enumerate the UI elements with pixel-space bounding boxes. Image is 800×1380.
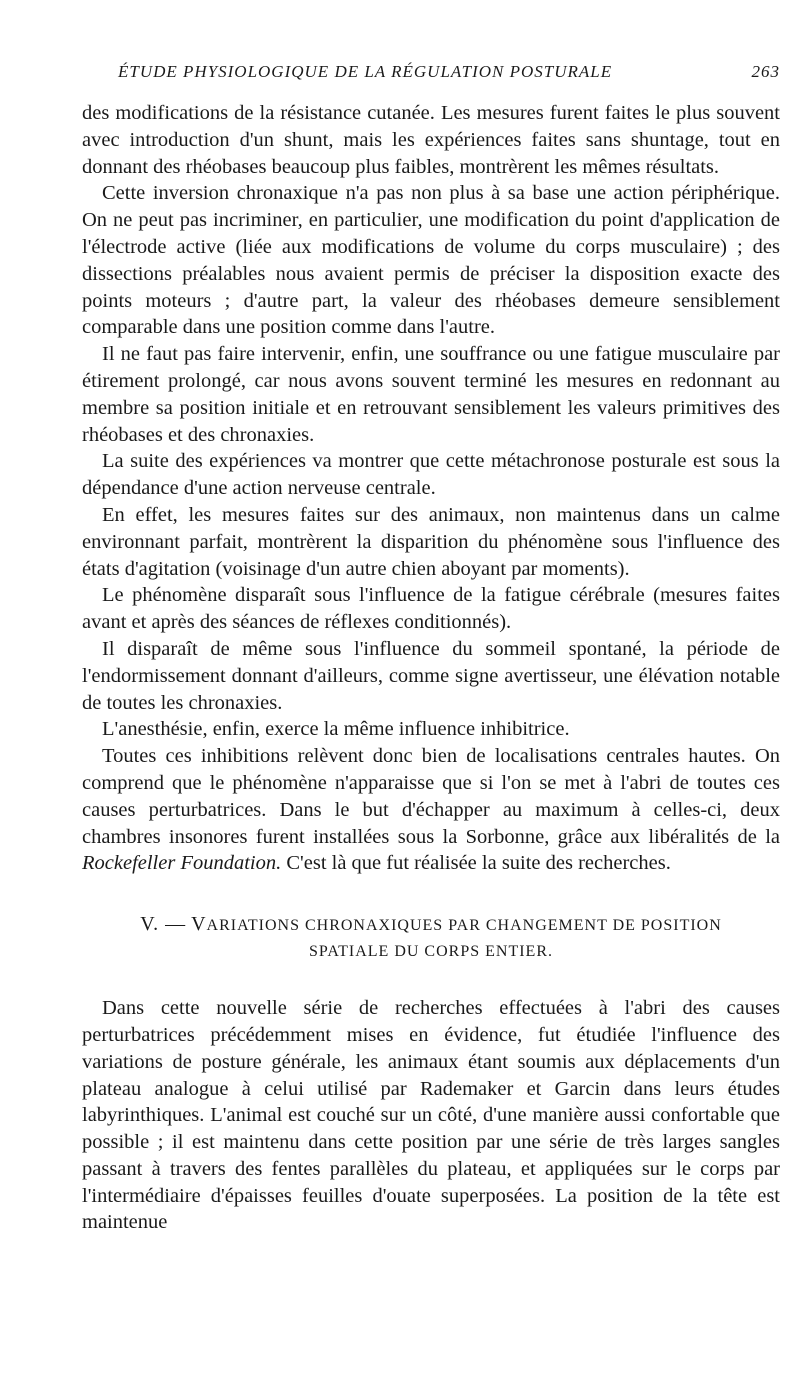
foundation-name: Rockefeller Foundation.: [82, 852, 282, 875]
section-initial: V: [191, 913, 207, 936]
running-title: ÉTUDE PHYSIOLOGIQUE DE LA RÉGULATION POSTURALE: [118, 62, 613, 81]
paragraph: Le phénomène disparaît sous l'influence de la fatigue cérébrale (mesures faites avant et après des séances de réflexes conditionnés).: [82, 584, 780, 634]
paragraph: [82, 743, 780, 877]
page-number: 263: [751, 62, 780, 81]
paragraph: Il disparaît de même sous l'influence du sommeil spontané, la période de l'endormissement donnant d'ailleurs, comme signe avertisseur, une élévation notable de toutes les chronaxies.: [82, 637, 780, 714]
paragraph: En effet, les mesures faites sur des animaux, non maintenus dans un calme environnant parfait, montrèrent la disparition du phénomène sous l'influence des états d'agitation (voisinage d'un autre chien aboyant par moments).: [82, 503, 780, 580]
section-heading-line-2: SPATIALE DU CORPS ENTIER.: [309, 943, 553, 961]
paragraph: L'anesthésie, enfin, exerce la même influence inhibitrice.: [102, 718, 570, 741]
section-title-rest: ARIATIONS CHRONAXIQUES PAR CHANGEMENT DE POSITION: [206, 917, 722, 935]
paragraph-text: C'est là que fut réalisée la suite des recherches.: [281, 852, 671, 875]
paragraph-text: Toutes ces inhibitions relèvent donc bien de localisations centrales hautes. On comprend que le phénomène n'apparaisse que si l'on se met à l'abri de toutes ces causes perturbatrices. Dans le but d'échapper au maximum à celles-ci, deux chambres insonores furent installées sous la Sorbonne, grâce aux libéralités de la: [82, 745, 780, 848]
section-heading: [82, 911, 780, 965]
paragraph: Cette inversion chronaxique n'a pas non plus à sa base une action périphérique. On ne peut pas incriminer, en particulier, une modification du point d'application de l'électrode active (liée aux modifications de volume du corps musculaire) ; des dissections préalables nous avaient permis de préciser la disposition exacte des points moteurs ; d'autre part, la valeur des rhéobases demeure sensiblement comparable dans une position comme dans l'autre.: [82, 182, 780, 339]
paragraph: La suite des expériences va montrer que cette métachronose posturale est sous la dépendance d'une action nerveuse centrale.: [82, 450, 780, 500]
paragraph: Il ne faut pas faire intervenir, enfin, une souffrance ou une fatigue musculaire par étirement prolongé, car nous avons souvent terminé les mesures en redonnant au membre sa position initiale et en retrouvant sensiblement les valeurs primitives des rhéobases et des chronaxies.: [82, 343, 780, 446]
paragraph: des modifications de la résistance cutanée. Les mesures furent faites le plus souvent avec introduction d'un shunt, mais les expériences faites sans shuntage, tout en donnant des rhéobases beaucoup plus faibles, montrèrent les mêmes résultats.: [82, 102, 780, 178]
section-heading-line-1: [82, 911, 780, 939]
paragraph: Dans cette nouvelle série de recherches effectuées à l'abri des causes perturbatrices précédemment mises en évidence, fut étudiée l'influence des variations de posture générale, les animaux étant soumis aux déplacements d'un plateau analogue à celui utilisé par Rademaker et Garcin dans leurs études labyrinthiques. L'animal est couché sur un côté, d'une manière aussi confortable que possible ; il est maintenu dans cette position par une série de très larges sangles passant à travers des fentes parallèles du plateau, et appliquées sur le corps par l'intermédiaire d'épaisses feuilles d'ouate superposées. La position de la tête est maintenue: [82, 997, 780, 1234]
running-head: [82, 62, 780, 82]
section-number: V. —: [140, 913, 187, 936]
